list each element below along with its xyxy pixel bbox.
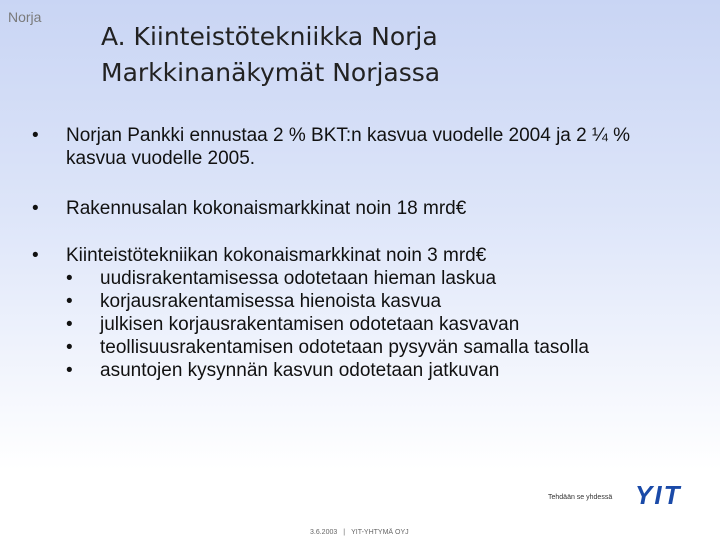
bullet-marker: • — [32, 125, 39, 146]
sub-bullet-item — [66, 267, 706, 290]
company-tagline: Tehdään se yhdessä — [548, 494, 613, 501]
bullet-line: Norjan Pankki ennustaa 2 % BKT:n kasvua vuodelle 2004 ja 2 ¼ % — [66, 125, 631, 146]
corner-label: Norja — [8, 9, 42, 25]
sub-bullet-marker: • — [66, 360, 73, 381]
footer-separator: | — [343, 529, 346, 536]
sub-bullet-text: asuntojen kysynnän kasvun odotetaan jatkuvan — [100, 360, 500, 381]
slide-title — [101, 19, 701, 91]
sub-bullet-marker: • — [66, 337, 73, 358]
bullet-line: Rakennusalan kokonaismarkkinat noin 18 mrd€ — [66, 198, 467, 219]
bullet-line: kasvua vuodelle 2005. — [66, 148, 256, 169]
sub-bullet-text: julkisen korjausrakentamisen odotetaan kasvavan — [100, 314, 520, 335]
sub-bullet-item — [66, 336, 706, 359]
yit-logo — [635, 482, 705, 508]
sub-bullet-text: teollisuusrakentamisen odotetaan pysyvän samalla tasolla — [100, 337, 589, 358]
bullet-marker: • — [32, 198, 39, 219]
bullet-text — [66, 124, 706, 170]
sub-bullet-item — [66, 359, 706, 382]
footer-company: YIT-YHTYMÄ OYJ — [351, 529, 409, 536]
sub-bullet-marker: • — [66, 291, 73, 312]
title-line-1: A. Kiinteistötekniikka Norja — [101, 22, 438, 51]
logo-text: YIT — [635, 482, 682, 508]
footer-info — [310, 529, 409, 536]
sub-bullet-text: uudisrakentamisessa odotetaan hieman laskua — [100, 268, 497, 289]
title-line-2: Markkinanäkymät Norjassa — [101, 58, 441, 87]
bullet-text — [66, 197, 706, 220]
sub-bullet-marker: • — [66, 314, 73, 335]
sub-bullet-text: korjausrakentamisessa hienoista kasvua — [100, 291, 442, 312]
bullet-text — [66, 244, 706, 382]
bullet-marker: • — [32, 245, 39, 266]
sub-bullet-item — [66, 290, 706, 313]
bullet-line: Kiinteistötekniikan kokonaismarkkinat noin 3 mrd€ — [66, 245, 487, 266]
sub-bullet-marker: • — [66, 268, 73, 289]
footer-date: 3.6.2003 — [310, 529, 338, 536]
sub-bullet-item — [66, 313, 706, 336]
